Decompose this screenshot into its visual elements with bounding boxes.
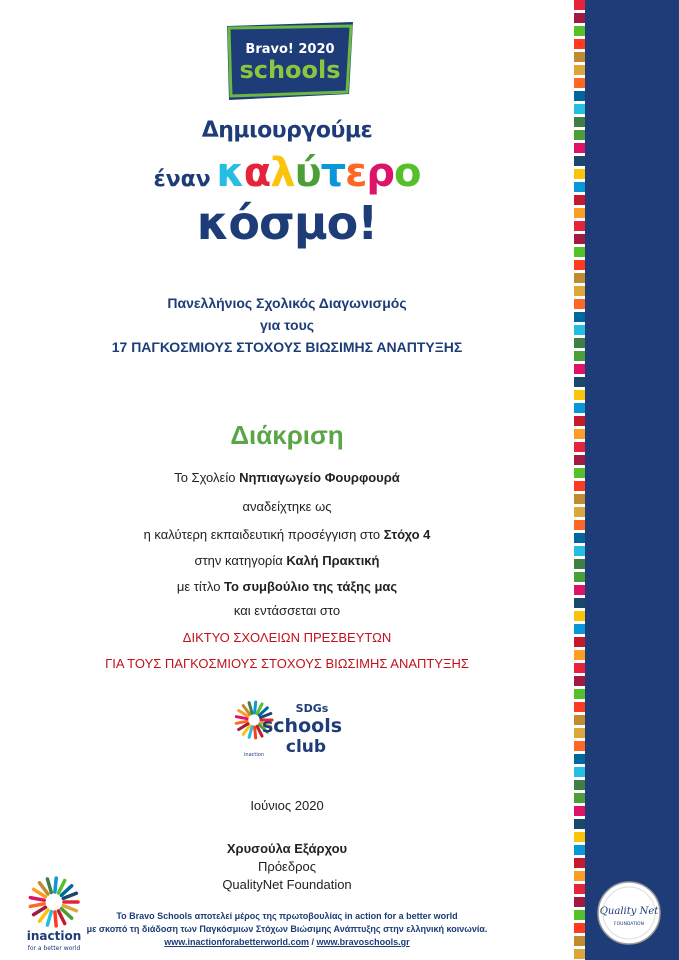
stripe-segment	[574, 650, 585, 660]
stripe-segment	[574, 117, 585, 127]
logo-ray	[236, 721, 247, 723]
stripe-segment	[574, 546, 585, 556]
subtitle-line-2: για τους	[259, 317, 314, 333]
stripe-segment	[574, 663, 585, 673]
stripe-segment	[574, 507, 585, 517]
headline-letter: κ	[216, 150, 244, 196]
network-line-1: ΔΙΚΤΥΟ ΣΧΟΛΕΙΩΝ ΠΡΕΣΒΕΥΤΩΝ	[182, 630, 392, 645]
category-prefix: στην κατηγορία	[194, 553, 287, 568]
qualitynet-foundation-logo	[596, 880, 662, 946]
inaction-link[interactable]: www.inactionforabetterworld.com	[164, 937, 309, 947]
competition-subtitle	[0, 292, 574, 358]
stripe-segment	[574, 910, 585, 920]
bravoschools-link[interactable]: www.bravoschools.gr	[316, 937, 410, 947]
stripe-segment	[574, 845, 585, 855]
stripe-segment	[574, 91, 585, 101]
school-line	[0, 470, 574, 485]
logo-ray	[47, 879, 51, 893]
club-word: club	[285, 737, 327, 757]
joins-line: και εντάσσεται στο	[233, 603, 341, 618]
goal-line	[0, 527, 574, 542]
stripe-segment	[574, 793, 585, 803]
sdgs-word: SDGs	[295, 702, 329, 715]
network-line-2: ΓΙΑ ΤΟΥΣ ΠΑΓΚΟΣΜΙΟΥΣ ΣΤΟΧΟΥΣ ΒΙΩΣΙΜΗΣ ΑΝΑΠΤΥΞΗΣ	[105, 656, 469, 671]
stripe-segment	[574, 806, 585, 816]
stripe-segment	[574, 143, 585, 153]
subtitle-line-3: 17 ΠΑΓΚΟΣΜΙΟΥΣ ΣΤΟΧΟΥΣ ΒΙΩΣΙΜΗΣ ΑΝΑΠΤΥΞΗΣ	[111, 339, 463, 355]
stripe-segment	[574, 78, 585, 88]
headline-letter: α	[243, 150, 271, 196]
stripe-segment	[574, 247, 585, 257]
headline-line-3: κόσμο!	[196, 196, 378, 250]
stripe-segment	[574, 884, 585, 894]
highlighted-line: αναδείχτηκε ως	[242, 499, 332, 514]
stripe-segment	[574, 520, 585, 530]
stripe-segment	[574, 130, 585, 140]
stripe-segment	[574, 273, 585, 283]
stripe-segment	[574, 429, 585, 439]
stripe-segment	[574, 39, 585, 49]
headline-letter: ε	[345, 150, 367, 196]
stripe-segment	[574, 169, 585, 179]
logo-ray	[255, 727, 256, 738]
stripe-segment	[574, 715, 585, 725]
stripe-segment	[574, 767, 585, 777]
bravo-year-text: Bravo! 2020	[245, 42, 335, 57]
stripe-segment	[574, 949, 585, 959]
goal-prefix: η καλύτερη εκπαιδευτική προσέγγιση στο	[143, 527, 384, 542]
stripe-segment	[574, 858, 585, 868]
award-title: Διάκριση	[230, 420, 344, 450]
stripe-segment	[574, 585, 585, 595]
stripe-segment	[574, 611, 585, 621]
goal-value: Στόχο 4	[383, 527, 431, 542]
stripe-segment	[574, 208, 585, 218]
inaction-tagline: for a better world	[27, 945, 81, 952]
logo-ray	[236, 717, 247, 719]
stripe-segment	[574, 338, 585, 348]
stripe-segment	[574, 494, 585, 504]
headline-line-2	[0, 150, 574, 196]
stripe-segment	[574, 377, 585, 387]
stripe-segment	[574, 559, 585, 569]
signatory-org: QualityNet Foundation	[222, 877, 352, 892]
logo-ray	[55, 912, 56, 926]
school-prefix: Το Σχολείο	[174, 470, 240, 485]
headline-line-1: Δημιουργούμε	[201, 118, 373, 143]
stripe-segment	[574, 390, 585, 400]
sdgs-schools-club-logo	[232, 698, 350, 760]
stripe-segment	[574, 780, 585, 790]
headline-letter: ύ	[294, 150, 321, 196]
stripe-segment	[574, 702, 585, 712]
title-value: Το συμβούλιο της τάξης μας	[224, 579, 398, 594]
schools-word: schools	[239, 56, 341, 84]
stripe-segment	[574, 65, 585, 75]
stripe-segment	[574, 572, 585, 582]
headline-letter: λ	[270, 150, 295, 196]
qualitynet-word: Quality Net	[599, 906, 659, 917]
stripe-segment	[574, 403, 585, 413]
stripe-segment	[574, 741, 585, 751]
link-separator: /	[308, 937, 317, 947]
stripe-segment	[574, 260, 585, 270]
stripe-segment	[574, 936, 585, 946]
signatory-role: Πρόεδρος	[258, 859, 316, 874]
stripe-segment	[574, 455, 585, 465]
inaction-logo	[20, 872, 88, 954]
headline-letter: ο	[394, 150, 421, 196]
stripe-segment	[574, 442, 585, 452]
stripe-segment	[574, 156, 585, 166]
sdg-logo-tag: inaction	[244, 752, 264, 758]
logo-ray	[55, 878, 56, 892]
stripe-segment	[574, 195, 585, 205]
navy-sidebar	[585, 0, 679, 960]
footer-line-1: Το Bravo Schools αποτελεί μέρος της πρωτοβουλίας in action for a better world	[116, 911, 458, 921]
bravo-schools-logo	[225, 22, 355, 100]
stripe-segment	[574, 52, 585, 62]
title-line	[0, 579, 574, 594]
stripe-segment	[574, 286, 585, 296]
footer-line-2: με σκοπό τη διάδοση των Παγκόσμιων Στόχων Βιώσιμης Ανάπτυξης στην ελληνική κοινωνία.	[86, 924, 488, 934]
school-name: Νηπιαγωγείο Φουρφουρά	[239, 470, 400, 485]
stripe-segment	[574, 871, 585, 881]
stripe-segment	[574, 104, 585, 114]
stripe-segment	[574, 676, 585, 686]
stripe-segment	[574, 637, 585, 647]
logo-ray	[47, 912, 51, 926]
date: Ιούνιος 2020	[250, 798, 324, 813]
logo-ray	[255, 702, 256, 713]
headline-small-word: έναν	[153, 167, 211, 192]
stripe-segment	[574, 481, 585, 491]
stripe-segment	[574, 221, 585, 231]
stripe-segment	[574, 364, 585, 374]
stripe-segment	[574, 416, 585, 426]
stripe-segment	[574, 325, 585, 335]
logo-ray	[30, 898, 44, 901]
signatory-name: Χρυσούλα Εξάρχου	[226, 841, 348, 856]
stripe-segment	[574, 0, 585, 10]
headline-letter: τ	[320, 150, 346, 196]
stripe-segment	[574, 624, 585, 634]
sdg-color-stripe	[574, 0, 585, 960]
stripe-segment	[574, 728, 585, 738]
category-line	[0, 553, 574, 568]
schools-club-word: schools	[261, 715, 343, 737]
stripe-segment	[574, 312, 585, 322]
stripe-segment	[574, 819, 585, 829]
stripe-segment	[574, 897, 585, 907]
stripe-segment	[574, 598, 585, 608]
stripe-segment	[574, 26, 585, 36]
stripe-segment	[574, 299, 585, 309]
stripe-segment	[574, 13, 585, 23]
stripe-segment	[574, 351, 585, 361]
title-prefix: με τίτλο	[176, 579, 225, 594]
stripe-segment	[574, 468, 585, 478]
inaction-word: inaction	[26, 929, 82, 943]
headline-letter: ρ	[366, 150, 395, 196]
foundation-word: FOUNDATION	[614, 922, 644, 927]
stripe-segment	[574, 689, 585, 699]
subtitle-line-1: Πανελλήνιος Σχολικός Διαγωνισμός	[167, 295, 407, 311]
stripe-segment	[574, 754, 585, 764]
category-value: Καλή Πρακτική	[286, 553, 380, 568]
stripe-segment	[574, 182, 585, 192]
stripe-segment	[574, 923, 585, 933]
stripe-segment	[574, 234, 585, 244]
headline-colored-word	[216, 150, 420, 196]
stripe-segment	[574, 533, 585, 543]
stripe-segment	[574, 832, 585, 842]
logo-ray	[30, 904, 44, 907]
